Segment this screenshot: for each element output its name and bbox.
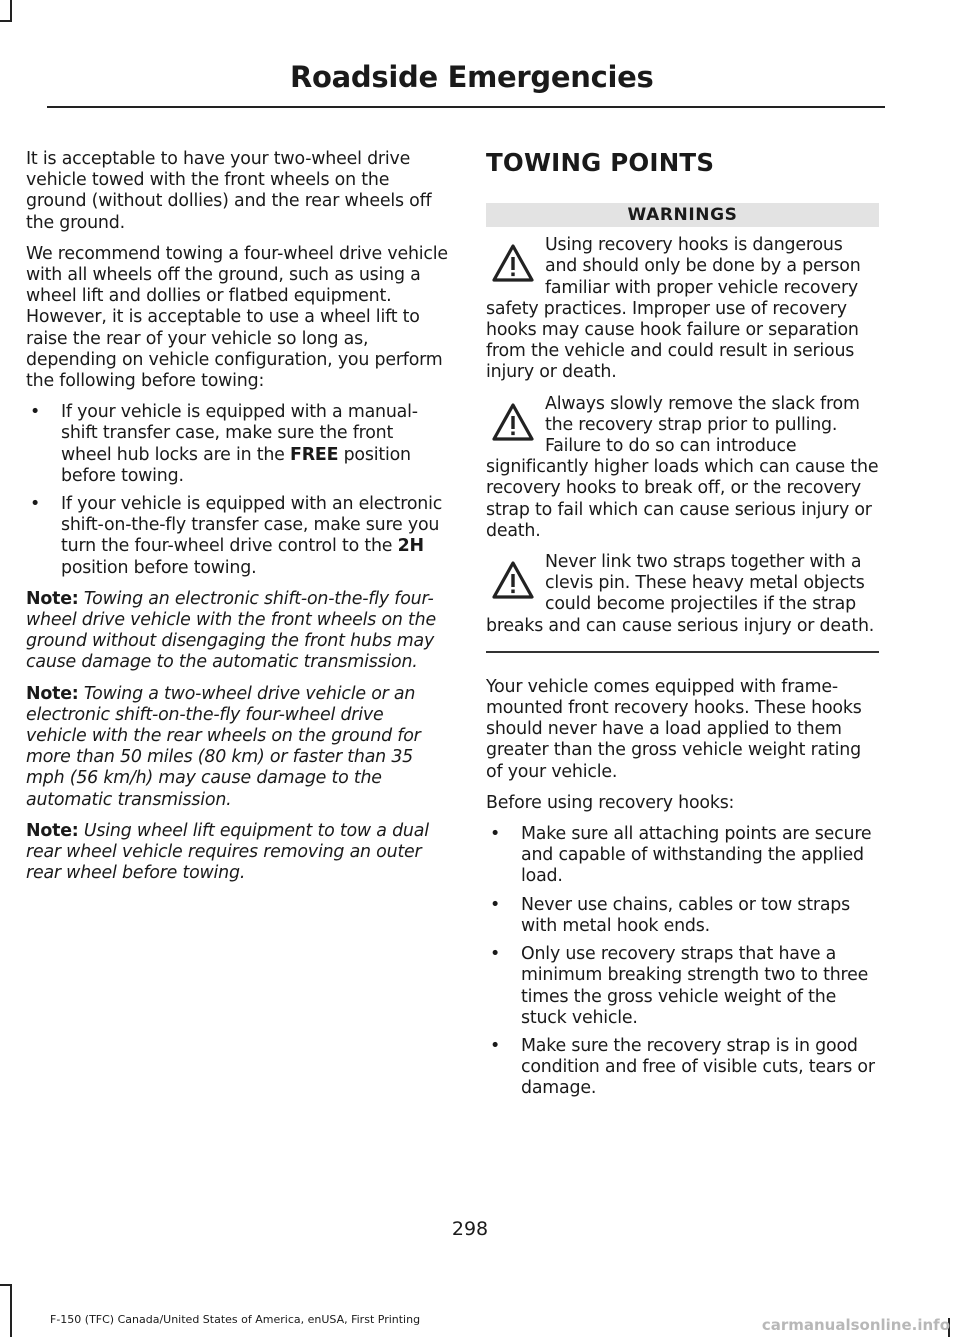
bullet-icon: • [490,894,501,915]
crop-mark-top-left-v [10,0,12,22]
warning-icon [491,243,535,283]
note-1: Note: Towing an electronic shift-on-the-fly four-wheel drive vehicle with the front wheels on the ground without disengaging the front hubs may cause damage to the automatic transmission. [26,588,436,673]
list-item: • Never use chains, cables or tow straps with metal hook ends. [490,894,850,936]
list-item: • If your vehicle is equipped with a manual-shift transfer case, make sure the front wheel hub locks are in the FREE position before towing. [30,402,418,486]
warning-icon [491,402,535,442]
crop-mark-bottom-left-h [0,1284,12,1286]
bullet-icon: • [490,1035,501,1056]
paragraph-four-wheel-towing: We recommend towing a four-wheel drive vehicle with all wheels off the ground, such as using a wheel lift and dollies or flatbed equipment. However, it is acceptable to use a wheel lift to raise the rear of your vehicle so long as, depending on vehicle configuration, you perform the following before towing: [26,243,448,392]
list-item: • Only use recovery straps that have a minimum breaking strength two to three times the gross vehicle weight of the stuck vehicle. [490,944,869,1028]
right-column [486,149,879,1110]
warning-3: Never link two straps together with a clevis pin. These heavy metal objects could become projectiles if the strap breaks and can cause serious injury or death. [486,552,875,636]
header-divider [47,106,885,108]
watermark: carmanualsonline.info [761,1316,950,1334]
section-title: TOWING POINTS [486,148,715,177]
warnings-heading: WARNINGS [486,203,879,227]
paragraph-two-wheel-towing: It is acceptable to have your two-wheel drive vehicle towed with the front wheels on the ground (without dollies) and the rear wheels off the ground. [26,149,432,233]
warning-1: Using recovery hooks is dangerous and should only be done by a person familiar with proper vehicle recovery safety practices. Improper use of recovery hooks may cause hook failure or separation from the vehicle and could result in serious injury or death. [486,235,861,383]
warning-2: Always slowly remove the slack from the recovery strap prior to pulling. Failure to do so can introduce significantly higher loads which can cause the recovery hooks to break off, or the recovery strap to fail which can cause serious injury or death. [486,393,879,541]
bullet-icon: • [490,824,501,845]
page-title: Roadside Emergencies [290,60,654,94]
towing-prep-list [26,402,448,579]
recovery-hooks-list [486,824,879,1099]
keyword-2h: 2H [397,536,424,557]
warnings-divider [486,651,879,653]
list-item: • Make sure the recovery strap is in good condition and free of visible cuts, tears or damage. [490,1035,875,1099]
note-3: Note: Using wheel lift equipment to tow a dual rear wheel vehicle requires removing an outer rear wheel before towing. [26,820,429,884]
footer-text: F-150 (TFC) Canada/United States of America, enUSA, First Printing [50,1313,421,1326]
crop-mark-top-left-h [0,20,12,22]
bullet-icon: • [30,494,41,515]
list-item: • Make sure all attaching points are secure and capable of withstanding the applied load. [490,824,872,887]
note-2: Note: Towing a two-wheel drive vehicle or an electronic shift-on-the-fly four-wheel drive vehicle with the rear wheels on the ground for more than 50 miles (80 km) or faster than 35 mph (56 km/h) may cause damage to the automatic transmission. [26,683,421,810]
left-column [26,149,448,895]
paragraph-before-using: Before using recovery hooks: [486,792,735,813]
bullet-icon: • [30,402,41,423]
bullet-icon: • [490,944,501,965]
paragraph-recovery-hooks: Your vehicle comes equipped with frame-mounted front recovery hooks. These hooks should never have a load applied to them greater than the gross vehicle weight rating of your vehicle. [486,676,862,782]
warning-icon [491,560,535,600]
keyword-free: FREE [290,444,339,465]
page-number: 298 [451,1218,489,1240]
list-item: • If your vehicle is equipped with an electronic shift-on-the-fly transfer case, make sure you turn the four-wheel drive control to the 2H position before towing. [30,494,443,578]
crop-mark-bottom-left-v [10,1284,12,1337]
